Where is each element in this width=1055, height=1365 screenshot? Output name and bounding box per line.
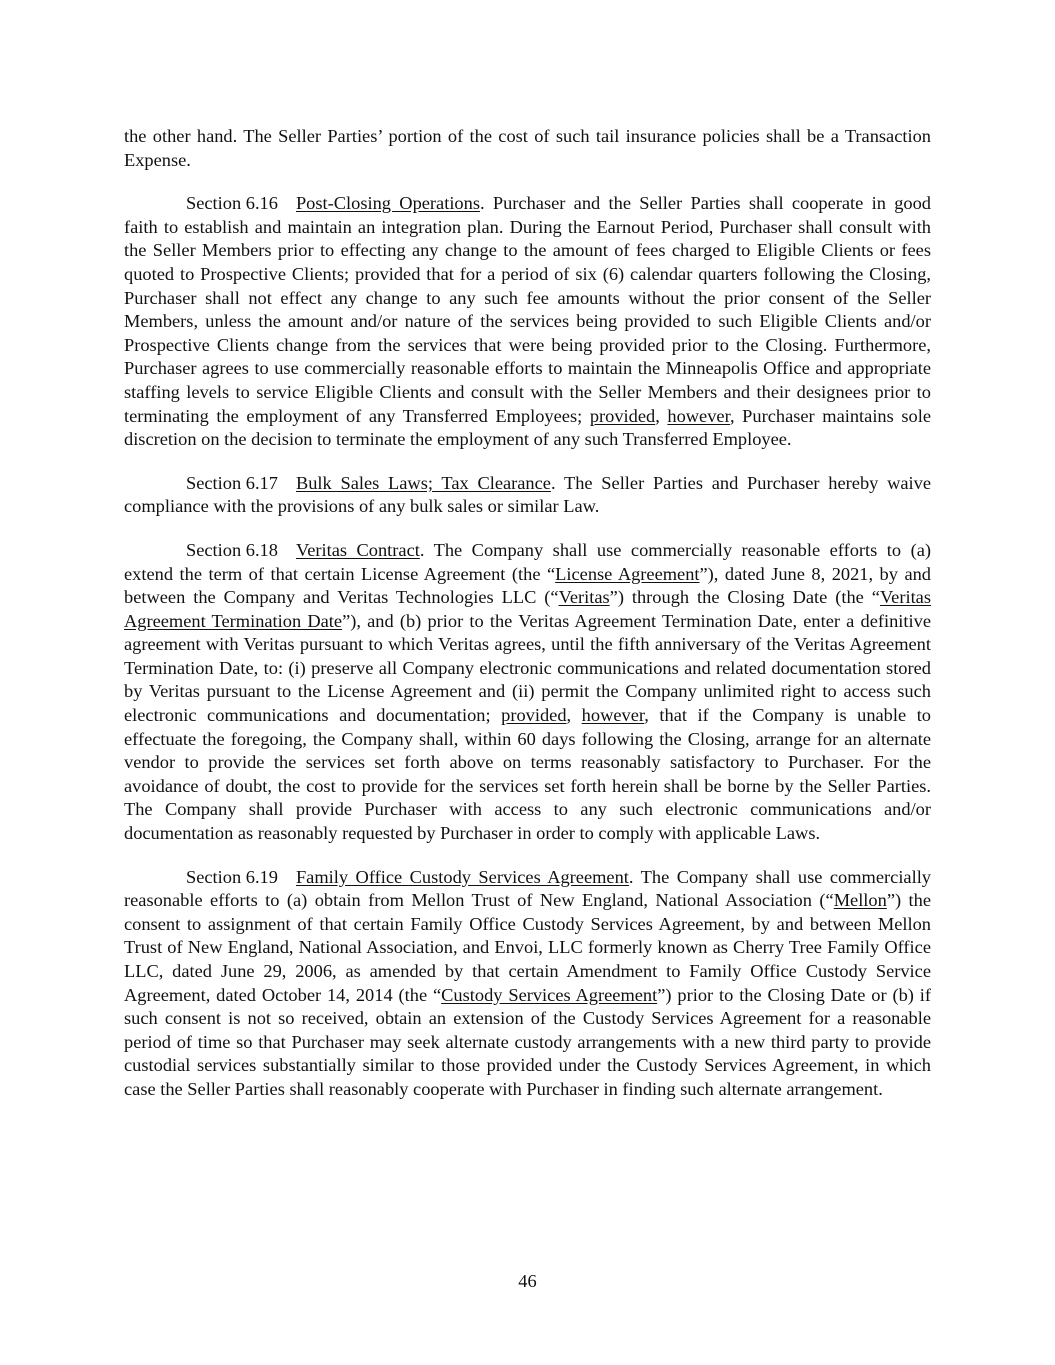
section-title: Post-Closing Operations xyxy=(295,193,480,214)
section-title: Veritas Contract xyxy=(295,539,420,560)
section-text: ”) prior to the Closing Date or (b) if such consent is not so received, obtain an extension of the Custody Services Agreement for a reasonable period of time so that Purchaser may seek alternate custody arrangements with a new third party to provide custodial services substantially similar to those provided under the Custody Services Agreement, in which case the Seller Parties shall reasonably cooperate with Purchaser in finding such alternate arrangement. xyxy=(124,984,931,1099)
section-text: ”), dated June 8, 2021, by and between the Company and Veritas Technologies LLC (“ xyxy=(124,563,931,608)
section-text: , Purchaser maintains sole discretion on the decision to terminate the employment of any such Transferred Employee. xyxy=(124,405,931,450)
section-text: ”) the consent to assignment of that certain Family Office Custody Services Agreement, by and between Mellon Trust of New England, National Association, and Envoi, LLC formerly known as Cherry Tree Family Office LLC, dated June 29, 2006, as amended by that certain Amendment to Family Office Custody Service Agreement, dated October 14, 2014 (the “ xyxy=(124,890,931,1005)
continuation-paragraph xyxy=(124,125,931,172)
section-title: Bulk Sales Laws; Tax Clearance xyxy=(295,472,551,493)
provided-term: provided xyxy=(501,705,567,726)
document-page xyxy=(124,125,931,1122)
section-text: ”), and (b) prior to the Veritas Agreement Termination Date, enter a definitive agreement with Veritas pursuant to which Veritas agrees, until the fifth anniversary of the Veritas Agreement Termination Date, to: (i) preserve all Company electronic communications and related documentation stored by Veritas pursuant to the License Agreement and (ii) permit the Company unlimited right to access such electronic communications and documentation; xyxy=(124,610,931,726)
section-text: ”) through the Closing Date (the “ xyxy=(609,587,880,608)
section-number: Section 6.16 xyxy=(186,193,278,214)
section-number: Section 6.18 xyxy=(186,539,278,560)
however-term: however xyxy=(581,705,645,726)
section-6-18 xyxy=(124,539,931,846)
section-6-19 xyxy=(124,866,931,1102)
section-text: . Purchaser and the Seller Parties shall cooperate in good faith to establish and maintain an integration plan. During the Earnout Period, Purchaser shall consult with the Seller Members prior to effecting any change to the amount of fees charged to Eligible Clients or fees quoted to Prospective Clients; provided that for a period of six (6) calendar quarters following the Closing, Purchaser shall not effect any change to any such fee amounts without the prior consent of the Seller Members, unless the amount and/or nature of the services being provided to such Eligible Clients and/or Prospective Clients change from the services that were being provided prior to the Closing. Furthermore, Purchaser agrees to use commercially reasonable efforts to maintain the Minneapolis Office and appropriate staffing levels to service Eligible Clients and consult with the Seller Members and their designees prior to terminating the employment of any Transferred Employees; xyxy=(124,193,931,426)
defined-term: Mellon xyxy=(833,890,887,911)
defined-term: Custody Services Agreement xyxy=(441,984,658,1005)
continuation-text: the other hand. The Seller Parties’ portion of the cost of such tail insurance policies shall be a Transaction Expense. xyxy=(124,126,931,170)
section-number: Section 6.17 xyxy=(186,472,278,493)
section-title: Family Office Custody Services Agreement xyxy=(295,866,629,887)
defined-term: License Agreement xyxy=(555,563,700,584)
section-6-16 xyxy=(124,192,931,452)
page-number: 46 xyxy=(518,1271,537,1291)
defined-term: Veritas Agreement Termination Date xyxy=(124,587,932,631)
defined-term: Veritas xyxy=(558,587,610,608)
section-6-17 xyxy=(124,472,931,519)
section-number: Section 6.19 xyxy=(186,866,278,887)
provided-term: provided xyxy=(589,405,656,426)
separator: , xyxy=(566,705,582,726)
however-term: however xyxy=(667,405,730,426)
section-text: , that if the Company is unable to effectuate the foregoing, the Company shall, within 60 days following the Closing, arrange for an alternate vendor to provide the services set forth above on terms reasonably satisfactory to Purchaser. For the avoidance of doubt, the cost to provide for the services set forth herein shall be borne by the Seller Parties. The Company shall provide Purchaser with access to any such electronic communications and/or documentation as reasonably requested by Purchaser in order to comply with applicable Laws. xyxy=(124,705,931,844)
section-text: . The Company shall use commercially reasonable efforts to (a) obtain from Mellon Trust of New England, National Association (“ xyxy=(124,866,932,911)
separator: , xyxy=(655,405,668,426)
section-text: . The Seller Parties and Purchaser hereby waive compliance with the provisions of any bulk sales or similar Law. xyxy=(124,472,931,517)
section-text: . The Company shall use commercially reasonable efforts to (a) extend the term of that certain License Agreement (the “ xyxy=(124,539,931,584)
